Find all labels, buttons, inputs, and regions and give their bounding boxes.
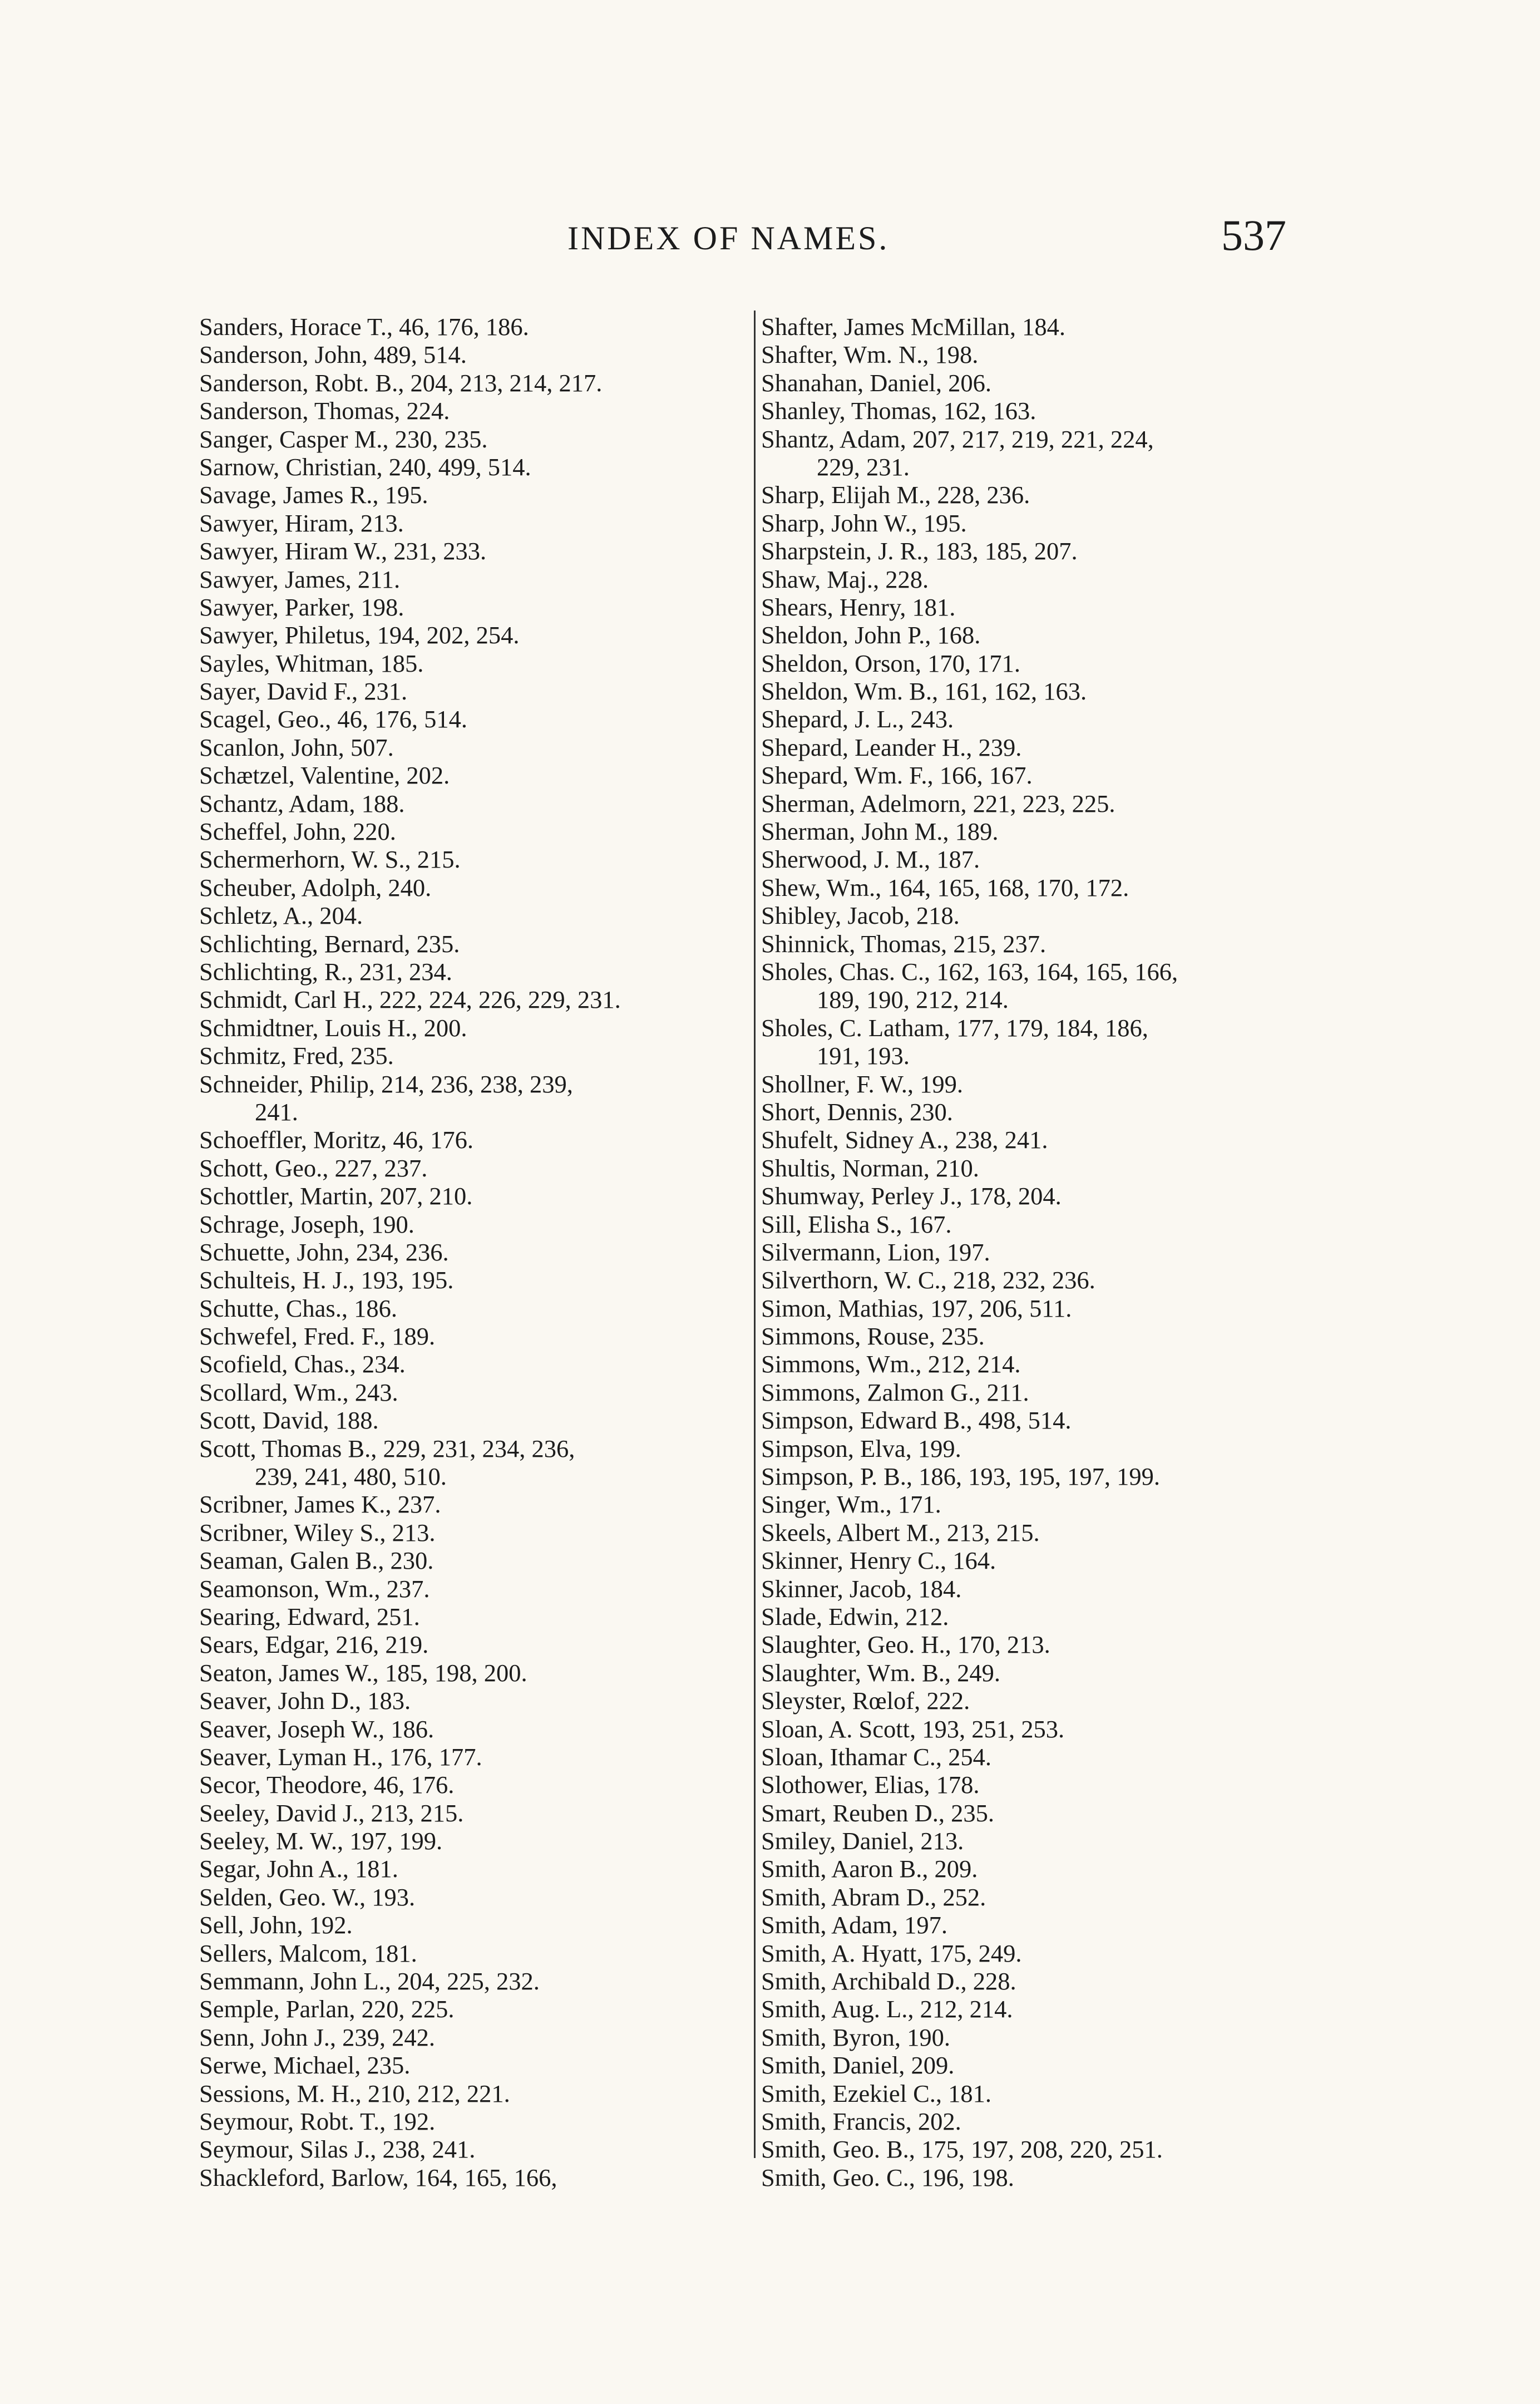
index-entry: Scanlon, John, 507. [199,733,394,761]
index-entry: Silvermann, Lion, 197. [761,1238,990,1266]
index-entry: Schletz, A., 204. [199,902,363,930]
index-entry: Schott, Geo., 227, 237. [199,1154,428,1182]
index-entry: Smith, Geo. C., 196, 198. [761,2163,1014,2191]
index-entry: Sill, Elisha S., 167. [761,1210,952,1238]
index-entry: Scott, Thomas B., 229, 231, 234, 236, [199,1434,575,1462]
index-entry: Scollard, Wm., 243. [199,1378,398,1406]
index-entry: Schottler, Martin, 207, 210. [199,1182,473,1210]
index-entry: Shafter, Wm. N., 198. [761,341,979,369]
index-entry: Sawyer, James, 211. [199,565,401,593]
index-entry: Segar, John A., 181. [199,1855,398,1883]
index-entry: Sheldon, Wm. B., 161, 162, 163. [761,677,1087,706]
index-entry: Sherwood, J. M., 187. [761,845,980,874]
index-entry: Seaver, Lyman H., 176, 177. [199,1742,482,1771]
index-entry: Simon, Mathias, 197, 206, 511. [761,1294,1072,1322]
index-entry: Simpson, Elva, 199. [761,1434,961,1462]
index-entry: Sawyer, Hiram, 213. [199,509,404,537]
page-number: 537 [1221,211,1286,259]
index-entry: Schantz, Adam, 188. [199,789,405,817]
index-entry: Selden, Geo. W., 193. [199,1883,416,1911]
index-entry-continuation: 189, 190, 212, 214. [817,986,1009,1014]
index-entry: Shepard, J. L., 243. [761,705,954,733]
index-entry: Slaughter, Geo. H., 170, 213. [761,1630,1050,1659]
index-entry: Sessions, M. H., 210, 212, 221. [199,2079,510,2107]
index-entry: Smith, Daniel, 209. [761,2051,955,2080]
index-entry: Seeley, M. W., 197, 199. [199,1827,443,1855]
index-entry: Simpson, P. B., 186, 193, 195, 197, 199. [761,1462,1161,1491]
index-entry: Slothower, Elias, 178. [761,1771,980,1799]
index-entry: Schulteis, H. J., 193, 195. [199,1266,454,1294]
index-entry: Sanderson, John, 489, 514. [199,341,467,369]
index-entry: Skinner, Henry C., 164. [761,1546,996,1575]
index-entry: Scheuber, Adolph, 240. [199,873,432,902]
index-entry: Searing, Edward, 251. [199,1602,420,1630]
index-entry: Smith, Abram D., 252. [761,1883,986,1911]
index-entry: Sloan, Ithamar C., 254. [761,1742,992,1771]
index-entry: Shafter, James McMillan, 184. [761,313,1065,341]
index-entry: Shaw, Maj., 228. [761,565,929,593]
index-entry: Silverthorn, W. C., 218, 232, 236. [761,1266,1095,1294]
index-entry: Semple, Parlan, 220, 225. [199,1995,455,2023]
index-entry: Sanger, Casper M., 230, 235. [199,425,488,453]
index-entry: Schætzel, Valentine, 202. [199,761,450,790]
index-entry-continuation: 239, 241, 480, 510. [255,1462,447,1491]
index-entry: Simmons, Rouse, 235. [761,1322,985,1351]
index-entry: Scribner, James K., 237. [199,1490,441,1519]
index-entry: Scagel, Geo., 46, 176, 514. [199,705,468,733]
index-entry: Smiley, Daniel, 213. [761,1827,964,1855]
index-entry: Seaver, John D., 183. [199,1687,411,1715]
index-entry: Shepard, Leander H., 239. [761,733,1022,761]
index-entry: Shepard, Wm. F., 166, 167. [761,761,1033,790]
index-entry: Schmidtner, Louis H., 200. [199,1013,467,1042]
index-entry: Seymour, Silas J., 238, 241. [199,2135,476,2164]
index-entry: Shackleford, Barlow, 164, 165, 166, [199,2163,557,2191]
index-entry-continuation: 241. [255,1097,298,1126]
index-entry: Singer, Wm., 171. [761,1490,941,1519]
index-entry: Sherman, Adelmorn, 221, 223, 225. [761,789,1115,817]
index-entry: Schoeffler, Moritz, 46, 176. [199,1126,473,1154]
index-entry: Scott, David, 188. [199,1406,379,1435]
index-entry: Schuette, John, 234, 236. [199,1238,449,1266]
column-divider [754,311,756,2158]
index-entry: Sharp, Elijah M., 228, 236. [761,481,1030,509]
index-entry: Shanley, Thomas, 162, 163. [761,397,1036,425]
index-entry: Sleyster, Rœlof, 222. [761,1687,970,1715]
index-entry: Smith, Byron, 190. [761,2023,950,2051]
index-entry: Sayles, Whitman, 185. [199,649,424,677]
index-entry: Scheffel, John, 220. [199,817,396,846]
index-entry: Seaver, Joseph W., 186. [199,1715,435,1743]
index-entry: Sayer, David F., 231. [199,677,408,706]
page-header [198,210,1310,272]
index-entry: Smith, Aug. L., 212, 214. [761,1995,1013,2023]
index-entry: Sanders, Horace T., 46, 176, 186. [199,313,529,341]
index-entry: Sawyer, Parker, 198. [199,593,404,621]
index-entry: Smith, Aaron B., 209. [761,1855,978,1883]
index-entry: Smith, A. Hyatt, 175, 249. [761,1939,1022,1967]
index-entry: Smart, Reuben D., 235. [761,1799,994,1827]
index-entry: Seamonson, Wm., 237. [199,1574,430,1603]
index-entry: Smith, Geo. B., 175, 197, 208, 220, 251. [761,2135,1163,2164]
index-entry: Scribner, Wiley S., 213. [199,1518,436,1546]
index-entry: Simmons, Zalmon G., 211. [761,1378,1029,1406]
index-entry: Sanderson, Robt. B., 204, 213, 214, 217. [199,368,603,397]
index-entry: Sheldon, John P., 168. [761,621,981,649]
index-entry: Smith, Francis, 202. [761,2107,961,2135]
index-entry: Sears, Edgar, 216, 219. [199,1630,429,1659]
index-entry: Sawyer, Philetus, 194, 202, 254. [199,621,520,649]
index-entry: Simmons, Wm., 212, 214. [761,1350,1021,1378]
index-entry: Schrage, Joseph, 190. [199,1210,414,1238]
index-entry: Schermerhorn, W. S., 215. [199,845,461,874]
index-entry: Slade, Edwin, 212. [761,1602,949,1630]
index-entry: Sarnow, Christian, 240, 499, 514. [199,452,531,481]
index-entry: Shew, Wm., 164, 165, 168, 170, 172. [761,873,1129,902]
index-entry-continuation: 229, 231. [817,452,910,481]
index-entry: Seymour, Robt. T., 192. [199,2107,436,2135]
index-entry: Sholes, C. Latham, 177, 179, 184, 186, [761,1013,1148,1042]
index-entry: Shantz, Adam, 207, 217, 219, 221, 224, [761,425,1154,453]
index-entry: Scofield, Chas., 234. [199,1350,406,1378]
index-entry: Schlichting, R., 231, 234. [199,957,452,986]
index-entry-continuation: 191, 193. [817,1042,910,1070]
index-entry: Shinnick, Thomas, 215, 237. [761,929,1047,958]
index-entry: Schmitz, Fred, 235. [199,1042,394,1070]
index-entry: Smith, Archibald D., 228. [761,1967,1016,1996]
index-entry: Schmidt, Carl H., 222, 224, 226, 229, 231. [199,986,621,1014]
index-entry: Shultis, Norman, 210. [761,1154,979,1182]
index-entry: Shears, Henry, 181. [761,593,956,621]
index-column-left [199,313,744,2191]
index-entry: Short, Dennis, 230. [761,1097,953,1126]
index-entry: Secor, Theodore, 46, 176. [199,1771,455,1799]
running-title: INDEX OF NAMES. [567,220,890,257]
index-column-right [761,313,1317,2191]
index-entry: Sawyer, Hiram W., 231, 233. [199,537,487,565]
index-entry: Schwefel, Fred. F., 189. [199,1322,436,1351]
index-entry: Shufelt, Sidney A., 238, 241. [761,1126,1048,1154]
index-entry: Skeels, Albert M., 213, 215. [761,1518,1040,1546]
index-entry: Schutte, Chas., 186. [199,1294,397,1322]
index-entry: Sellers, Malcom, 181. [199,1939,417,1967]
index-entry: Sanderson, Thomas, 224. [199,397,450,425]
index-entry: Senn, John J., 239, 242. [199,2023,436,2051]
index-entry: Shumway, Perley J., 178, 204. [761,1182,1062,1210]
index-entry: Sheldon, Orson, 170, 171. [761,649,1021,677]
index-entry: Seaton, James W., 185, 198, 200. [199,1658,527,1687]
index-entry: Schneider, Philip, 214, 236, 238, 239, [199,1070,573,1098]
index-entry: Sherman, John M., 189. [761,817,999,846]
index-entry: Sholes, Chas. C., 162, 163, 164, 165, 166, [761,957,1178,986]
index-entry: Serwe, Michael, 235. [199,2051,411,2080]
index-entry: Seaman, Galen B., 230. [199,1546,434,1575]
index-entry: Semmann, John L., 204, 225, 232. [199,1967,540,1996]
index-entry: Schlichting, Bernard, 235. [199,929,460,958]
index-entry: Simpson, Edward B., 498, 514. [761,1406,1072,1435]
index-entry: Skinner, Jacob, 184. [761,1574,962,1603]
index-entry: Sharp, John W., 195. [761,509,967,537]
index-entry: Smith, Adam, 197. [761,1911,948,1939]
index-entry: Shanahan, Daniel, 206. [761,368,991,397]
index-entry: Savage, James R., 195. [199,481,428,509]
index-entry: Shibley, Jacob, 218. [761,902,960,930]
index-entry: Smith, Ezekiel C., 181. [761,2079,992,2107]
index-entry: Shollner, F. W., 199. [761,1070,964,1098]
index-entry: Sharpstein, J. R., 183, 185, 207. [761,537,1078,565]
index-entry: Slaughter, Wm. B., 249. [761,1658,1001,1687]
index-entry: Seeley, David J., 213, 215. [199,1799,464,1827]
index-entry: Sloan, A. Scott, 193, 251, 253. [761,1715,1065,1743]
index-entry: Sell, John, 192. [199,1911,353,1939]
